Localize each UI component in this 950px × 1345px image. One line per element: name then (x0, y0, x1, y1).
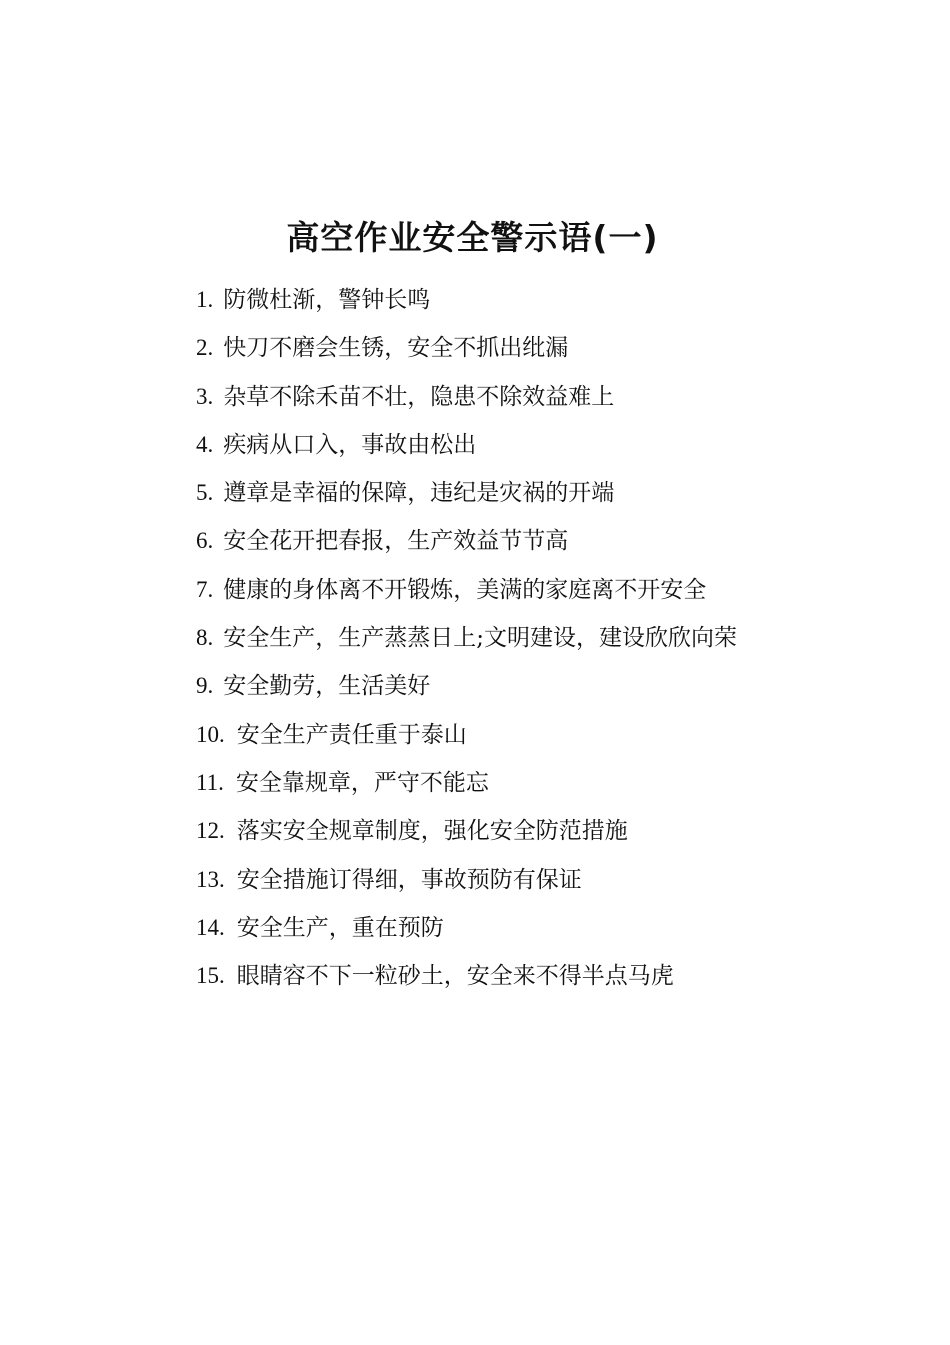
list-item (196, 860, 936, 908)
item-number: 14. (196, 914, 225, 940)
list-item (196, 811, 936, 859)
list-item (196, 618, 936, 666)
item-text: 杂草不除禾苗不壮，隐患不除效益难上 (223, 383, 615, 410)
item-text: 安全靠规章，严守不能忘 (235, 769, 489, 796)
item-number: 6. (196, 528, 214, 554)
item-number: 5. (196, 480, 214, 506)
item-number: 12. (196, 818, 225, 844)
item-text: 防微杜渐，警钟长鸣 (223, 287, 431, 313)
list-item (196, 666, 936, 714)
list-item (196, 715, 936, 763)
item-number: 13. (196, 866, 225, 892)
list-item (196, 377, 936, 425)
item-number: 8. (196, 625, 214, 651)
list-item (196, 570, 936, 618)
item-number: 2. (196, 335, 214, 361)
item-text: 安全生产责任重于泰山 (236, 721, 467, 748)
item-number: 10. (196, 721, 225, 747)
item-text: 安全生产，重在预防 (236, 914, 444, 941)
item-text: 安全措施订得细，事故预防有保证 (236, 866, 582, 893)
item-text: 眼睛容不下一粒砂土，安全来不得半点马虎 (236, 963, 674, 990)
item-text: 落实安全规章制度，强化安全防范措施 (236, 818, 628, 845)
item-text: 快刀不磨会生锈，安全不抓出纰漏 (223, 335, 569, 362)
list-item (196, 521, 936, 569)
list-item (196, 908, 936, 956)
list-item (196, 473, 936, 521)
item-text: 疾病从口入，事故由松出 (223, 431, 477, 458)
item-number: 15. (196, 963, 225, 989)
item-number: 1. (196, 287, 214, 312)
item-number: 3. (196, 383, 214, 409)
list-item (196, 280, 936, 328)
item-text: 安全勤劳，生活美好 (223, 673, 431, 700)
list-item (196, 328, 936, 376)
list-item (196, 425, 936, 473)
item-text: 安全花开把春报，生产效益节节高 (223, 528, 569, 555)
item-text: 安全生产，生产蒸蒸日上;文明建设，建设欣欣向荣 (223, 625, 737, 652)
item-number: 11. (196, 769, 224, 795)
item-text: 健康的身体离不开锻炼，美满的家庭离不开安全 (223, 576, 707, 603)
list-item (196, 956, 936, 1004)
item-number: 7. (196, 576, 214, 602)
item-number: 4. (196, 431, 214, 457)
list-item (196, 763, 936, 811)
item-text: 遵章是幸福的保障，违纪是灾祸的开端 (223, 480, 615, 507)
document-title: 高空作业安全警示语(一) (286, 218, 659, 257)
slogan-list (196, 280, 936, 1004)
item-number: 9. (196, 673, 214, 699)
